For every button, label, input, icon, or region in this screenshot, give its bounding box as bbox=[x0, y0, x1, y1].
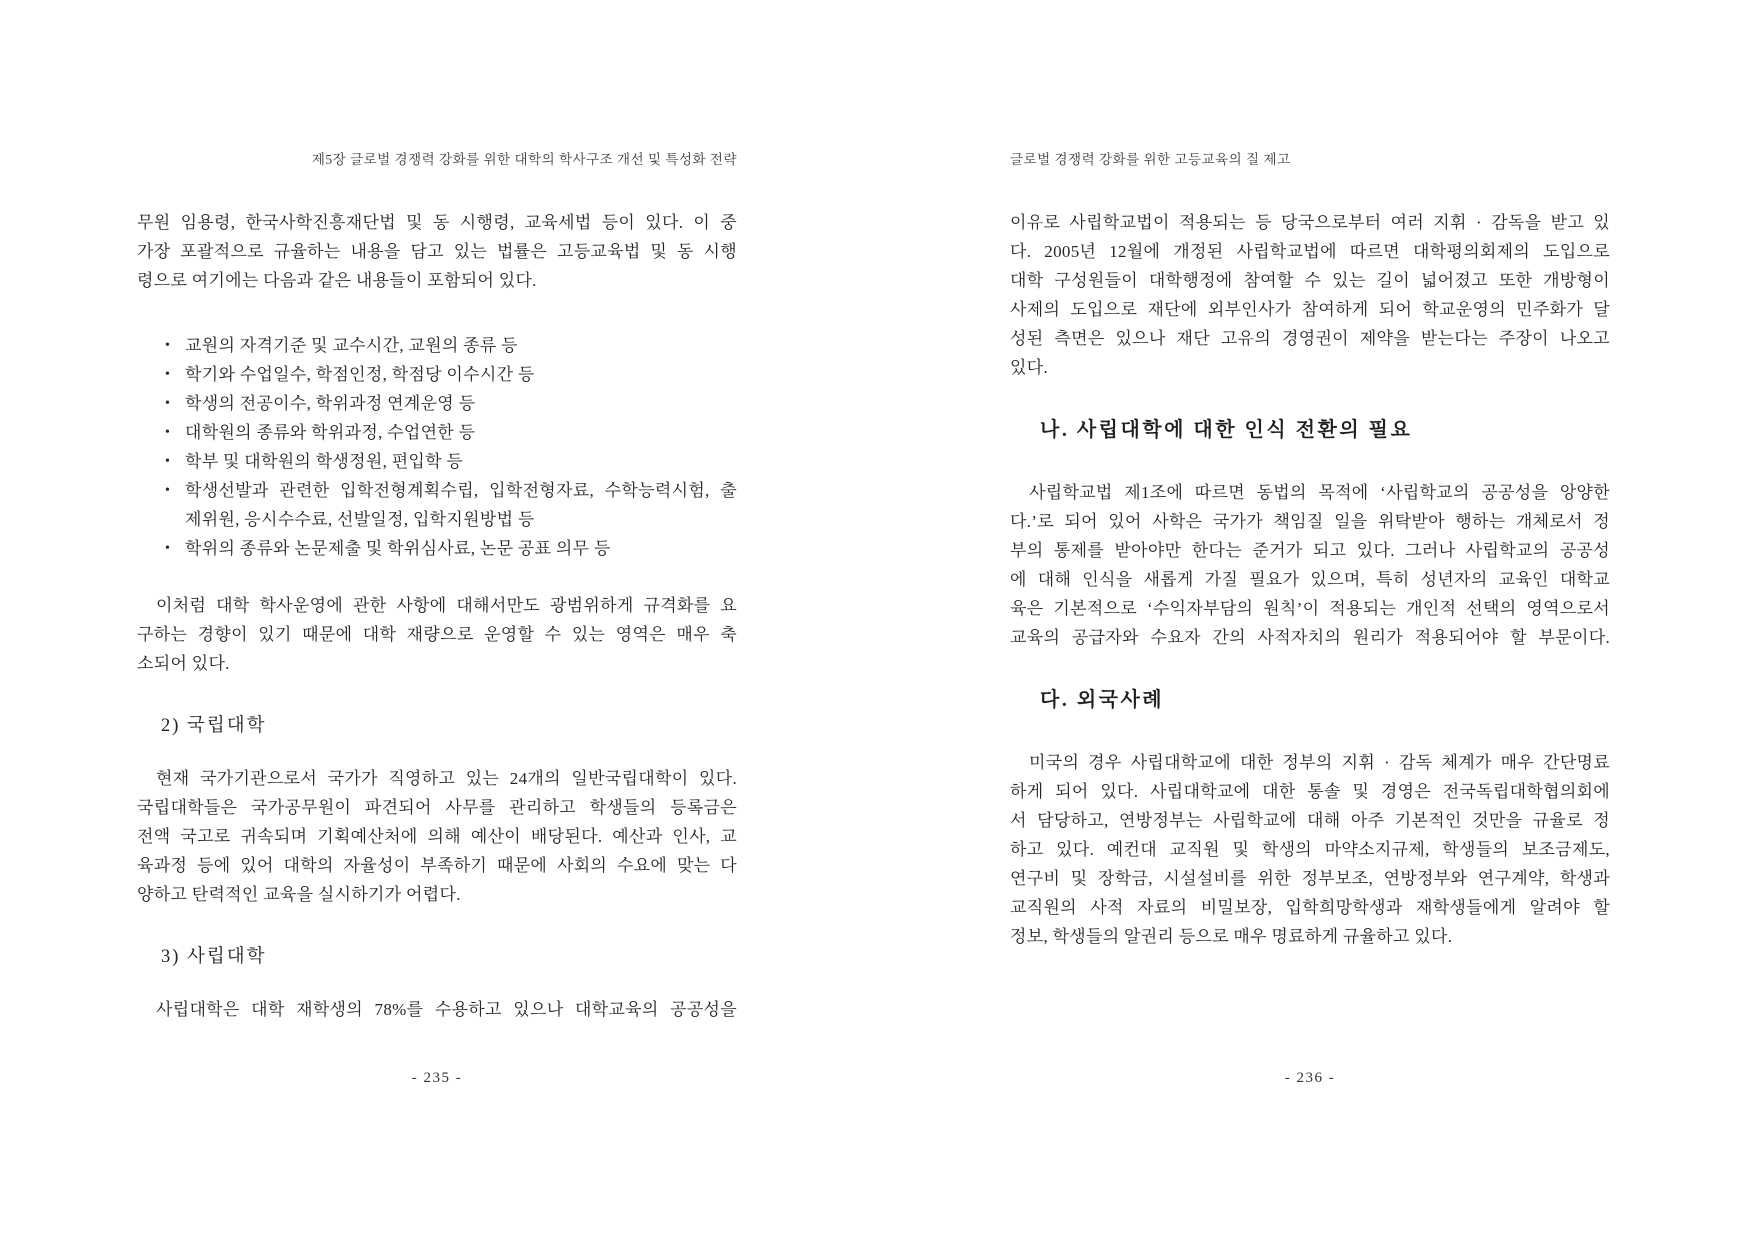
text-line: 교원의 자격기준 및 교수시간, 교원의 종류 등 bbox=[185, 336, 518, 355]
text-line: 연구비 및 장학금, 시설설비를 위한 정부보조, 연방정부와 연구계약, 학생과 bbox=[1010, 869, 1610, 888]
text-line: 소되어 있다. bbox=[137, 654, 230, 673]
bullet-icon: • bbox=[165, 541, 170, 556]
section-heading: 나. 사립대학에 대한 인식 전환의 필요 bbox=[1040, 419, 1413, 441]
bullet-icon: • bbox=[165, 425, 170, 440]
text-line: 성된 측면은 있으나 재단 고유의 경영권이 제약을 받는다는 주장이 나오고 bbox=[1010, 329, 1610, 348]
text-line: 서 담당하고, 연방정부는 사립학교에 대해 아주 기본적인 것만을 규율로 정 bbox=[1010, 811, 1610, 830]
text-line: 육은 기본적으로 ‘수익자부담의 원칙’이 적용되는 개인적 선택의 영역으로서 bbox=[1010, 599, 1610, 618]
paragraph bbox=[1010, 208, 1610, 382]
bullet-icon: • bbox=[165, 483, 170, 498]
text-line: 이유로 사립학교법이 적용되는 등 당국으로부터 여러 지휘 · 감독을 받고 있 bbox=[1010, 213, 1610, 232]
text-line: 학위의 종류와 논문제출 및 학위심사료, 논문 공표 의무 등 bbox=[185, 539, 611, 558]
running-header: 제5장 글로벌 경쟁력 강화를 위한 대학의 학사구조 개선 및 특성화 전략 bbox=[311, 152, 737, 167]
paragraph bbox=[137, 995, 737, 1024]
text-line: 전액 국고로 귀속되며 기획예산처에 의해 예산이 배당된다. 예산과 인사, 교 bbox=[137, 827, 737, 846]
bullet-text bbox=[185, 331, 737, 360]
page-number: - 235 - bbox=[411, 1070, 463, 1086]
page-235 bbox=[137, 150, 737, 1210]
text-line: 미국의 경우 사립대학교에 대한 정부의 지휘 · 감독 체계가 매우 간단명료 bbox=[1029, 753, 1610, 772]
bullet-list bbox=[137, 331, 737, 563]
sub-heading: 3) 사립대학 bbox=[161, 947, 267, 967]
paragraph bbox=[137, 208, 737, 295]
page-content bbox=[137, 208, 737, 1024]
bullet-text bbox=[185, 360, 737, 389]
section-heading: 다. 외국사례 bbox=[1040, 689, 1165, 711]
bullet-text bbox=[185, 476, 737, 534]
paragraph bbox=[137, 591, 737, 678]
text-line: 이처럼 대학 학사운영에 관한 사항에 대해서만도 광범위하게 규격화를 요 bbox=[156, 596, 737, 615]
bullet-item bbox=[137, 418, 737, 447]
text-line: 양하고 탄력적인 교육을 실시하기가 어렵다. bbox=[137, 885, 461, 904]
bullet-icon: • bbox=[165, 338, 170, 353]
text-line: 구하는 경향이 있기 때문에 대학 재량으로 운영할 수 있는 영역은 매우 축 bbox=[137, 625, 737, 644]
bullet-item bbox=[137, 360, 737, 389]
bullet-text bbox=[185, 447, 737, 476]
sub-heading: 2) 국립대학 bbox=[161, 716, 267, 736]
bullet-icon: • bbox=[165, 396, 170, 411]
page-number: - 236 - bbox=[1284, 1070, 1336, 1086]
text-line: 교육의 공급자와 수요자 간의 사적자치의 원리가 적용되어야 할 부문이다. bbox=[1010, 628, 1610, 647]
text-line: 제위원, 응시수수료, 선발일정, 입학지원방법 등 bbox=[185, 510, 535, 529]
paragraph bbox=[1010, 748, 1610, 951]
text-line: 있다. bbox=[1010, 358, 1048, 377]
bullet-item bbox=[137, 534, 737, 563]
bullet-text bbox=[185, 534, 737, 563]
text-line: 학부 및 대학원의 학생정원, 편입학 등 bbox=[185, 452, 464, 471]
text-line: 무원 임용령, 한국사학진흥재단법 및 동 시행령, 교육세법 등이 있다. 이 중 bbox=[137, 213, 737, 232]
text-line: 국립대학들은 국가공무원이 파견되어 사무를 관리하고 학생들의 등록금은 bbox=[137, 798, 737, 817]
text-line: 교직원의 사적 자료의 비밀보장, 입학희망학생과 재학생들에게 알려야 할 bbox=[1010, 898, 1610, 917]
text-line: 사립학교법 제1조에 따르면 동법의 목적에 ‘사립학교의 공공성을 앙양한 bbox=[1029, 483, 1610, 502]
text-line: 사립대학은 대학 재학생의 78%를 수용하고 있으나 대학교육의 공공성을 bbox=[156, 1000, 737, 1019]
bullet-text bbox=[185, 418, 737, 447]
text-line: 현재 국가기관으로서 국가가 직영하고 있는 24개의 일반국립대학이 있다. bbox=[156, 769, 737, 788]
page-236 bbox=[1010, 150, 1610, 1210]
text-line: 가장 포괄적으로 규율하는 내용을 담고 있는 법률은 고등교육법 및 동 시행 bbox=[137, 242, 737, 261]
paragraph bbox=[1010, 478, 1610, 652]
bullet-item bbox=[137, 389, 737, 418]
text-line: 대학원의 종류와 학위과정, 수업연한 등 bbox=[185, 423, 476, 442]
text-line: 대학 구성원들이 대학행정에 참여할 수 있는 길이 넓어졌고 또한 개방형이 bbox=[1010, 271, 1610, 290]
text-line: 다. 2005년 12월에 개정된 사립학교법에 따르면 대학평의회제의 도입으로 bbox=[1010, 242, 1610, 261]
running-header: 글로벌 경쟁력 강화를 위한 고등교육의 질 제고 bbox=[1010, 152, 1291, 167]
text-line: 에 대해 인식을 새롭게 가질 필요가 있으며, 특히 성년자의 교육인 대학교 bbox=[1010, 570, 1610, 589]
text-line: 학기와 수업일수, 학점인정, 학점당 이수시간 등 bbox=[185, 365, 535, 384]
bullet-icon: • bbox=[165, 454, 170, 469]
bullet-item bbox=[137, 476, 737, 534]
text-line: 학생선발과 관련한 입학전형계획수립, 입학전형자료, 수학능력시험, 출 bbox=[185, 481, 737, 500]
text-line: 하게 되어 있다. 사립대학교에 대한 통솔 및 경영은 전국독립대학협의회에 bbox=[1010, 782, 1610, 801]
text-line: 다.’로 되어 있어 사학은 국가가 책임질 일을 위탁받아 행하는 개체로서 정 bbox=[1010, 512, 1610, 531]
text-line: 하고 있다. 예컨대 교직원 및 학생의 마약소지규제, 학생들의 보조금제도, bbox=[1010, 840, 1610, 859]
bullet-item bbox=[137, 447, 737, 476]
text-line: 정보, 학생들의 알권리 등으로 매우 명료하게 규율하고 있다. bbox=[1010, 927, 1453, 946]
bullet-item bbox=[137, 331, 737, 360]
page-content bbox=[1010, 208, 1610, 951]
text-line: 학생의 전공이수, 학위과정 연계운영 등 bbox=[185, 394, 476, 413]
text-line: 육과정 등에 있어 대학의 자율성이 부족하기 때문에 사회의 수요에 맞는 다 bbox=[137, 856, 737, 875]
bullet-icon: • bbox=[165, 367, 170, 382]
bullet-text bbox=[185, 389, 737, 418]
text-line: 사제의 도입으로 재단에 외부인사가 참여하게 되어 학교운영의 민주화가 달 bbox=[1010, 300, 1610, 319]
text-line: 령으로 여기에는 다음과 같은 내용들이 포함되어 있다. bbox=[137, 271, 537, 290]
text-line: 부의 통제를 받아야만 한다는 준거가 되고 있다. 그러나 사립학교의 공공성 bbox=[1010, 541, 1610, 560]
paragraph bbox=[137, 764, 737, 909]
